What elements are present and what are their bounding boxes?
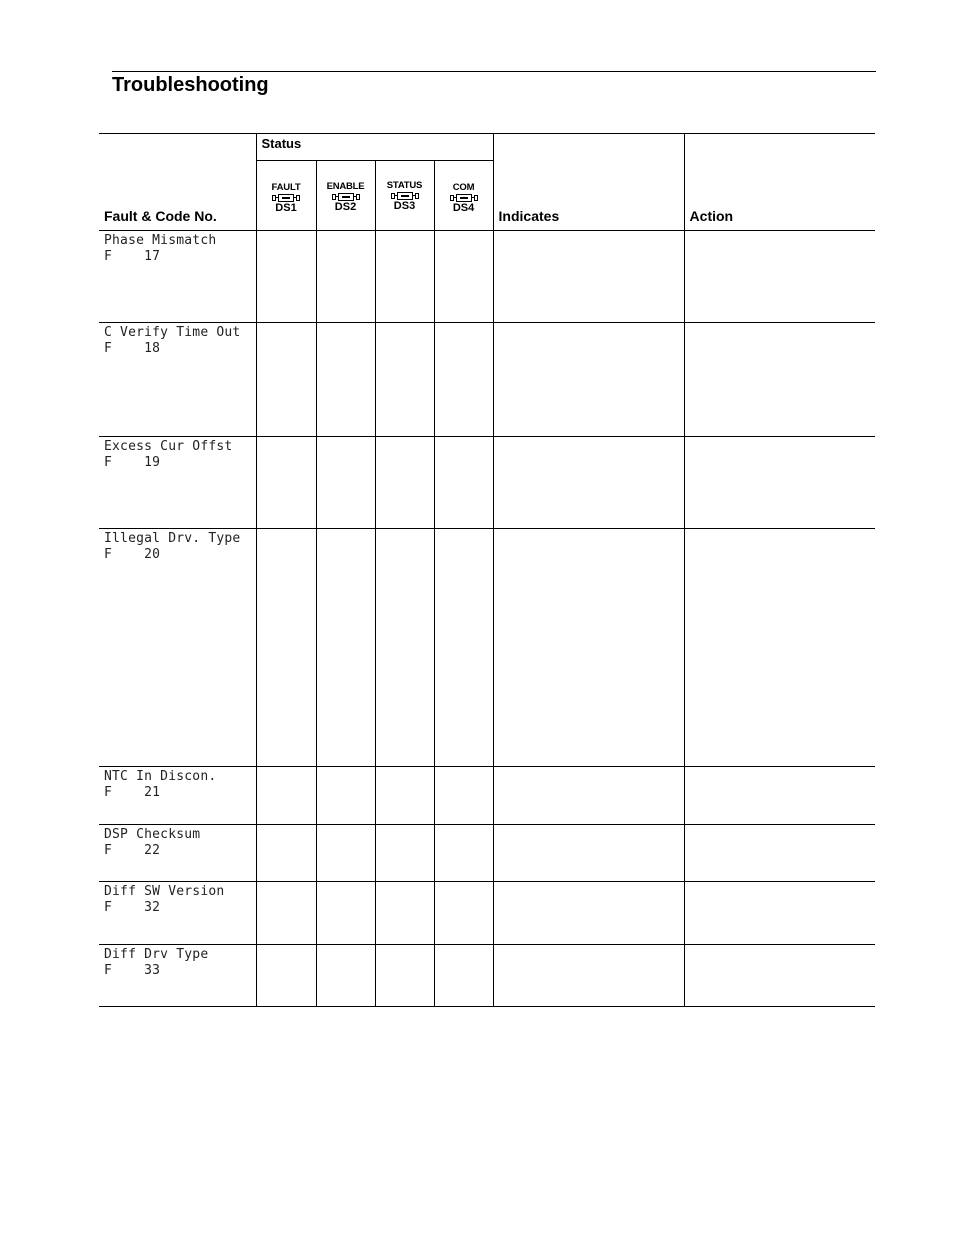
- action-cell: [684, 529, 875, 767]
- led-code: DS4: [452, 202, 475, 214]
- fault-cell: [99, 767, 256, 825]
- ds2-cell: [316, 767, 375, 825]
- led-code: DS2: [334, 201, 357, 213]
- led-label: STATUS: [386, 180, 423, 191]
- ds4-cell: [434, 882, 493, 945]
- ds2-cell: [316, 437, 375, 529]
- fault-name: DSP Checksum: [104, 827, 201, 842]
- ds2-cell: [316, 529, 375, 767]
- indicates-cell: [493, 882, 684, 945]
- fault-cell: [99, 231, 256, 323]
- table-row: [99, 323, 875, 437]
- led-label: ENABLE: [326, 181, 365, 192]
- led-icon: [272, 194, 300, 202]
- led-icon: [450, 194, 478, 202]
- fault-code: F 18: [104, 341, 161, 356]
- ds3-cell: [375, 825, 434, 882]
- fault-code: F 22: [104, 843, 161, 858]
- indicates-cell: [493, 825, 684, 882]
- ds1-cell: [256, 529, 316, 767]
- led-header-ds3: [375, 161, 434, 231]
- action-cell: [684, 882, 875, 945]
- led-icon: [332, 193, 360, 201]
- table-row: [99, 825, 875, 882]
- ds3-cell: [375, 945, 434, 1007]
- ds1-cell: [256, 231, 316, 323]
- fault-name: Illegal Drv. Type: [104, 531, 241, 546]
- ds4-cell: [434, 767, 493, 825]
- status-header: Status: [256, 134, 493, 161]
- action-cell: [684, 437, 875, 529]
- fault-code: F 17: [104, 249, 161, 264]
- table-row: [99, 529, 875, 767]
- fault-cell: [99, 825, 256, 882]
- ds3-cell: [375, 437, 434, 529]
- fault-name: NTC In Discon.: [104, 769, 217, 784]
- led-code: DS3: [393, 200, 416, 212]
- table-row: [99, 767, 875, 825]
- ds3-cell: [375, 529, 434, 767]
- action-cell: [684, 825, 875, 882]
- led-header-ds1: [256, 161, 316, 231]
- ds4-cell: [434, 437, 493, 529]
- ds3-cell: [375, 231, 434, 323]
- indicates-cell: [493, 323, 684, 437]
- table-row: [99, 231, 875, 323]
- fault-code: F 20: [104, 547, 161, 562]
- led-code: DS1: [275, 202, 297, 214]
- fault-name: C Verify Time Out: [104, 325, 241, 340]
- fault-name: Diff SW Version: [104, 884, 225, 899]
- action-cell: [684, 945, 875, 1007]
- ds4-cell: [434, 231, 493, 323]
- table-row: [99, 945, 875, 1007]
- ds1-cell: [256, 767, 316, 825]
- fault-code-header: Fault & Code No.: [99, 134, 256, 231]
- ds4-cell: [434, 825, 493, 882]
- ds1-cell: [256, 437, 316, 529]
- ds2-cell: [316, 323, 375, 437]
- troubleshooting-table: [99, 133, 875, 1007]
- led-header-ds2: [316, 161, 375, 231]
- led-header-ds4: [434, 161, 493, 231]
- fault-name: Phase Mismatch: [104, 233, 217, 248]
- led-label: COM: [452, 182, 475, 193]
- ds4-cell: [434, 945, 493, 1007]
- top-rule: [112, 71, 876, 72]
- fault-cell: [99, 437, 256, 529]
- fault-cell: [99, 882, 256, 945]
- table-row: [99, 882, 875, 945]
- fault-code: F 21: [104, 785, 161, 800]
- action-cell: [684, 231, 875, 323]
- action-cell: [684, 323, 875, 437]
- ds2-cell: [316, 231, 375, 323]
- ds3-cell: [375, 767, 434, 825]
- led-icon: [391, 192, 419, 200]
- table-row: [99, 437, 875, 529]
- ds1-cell: [256, 825, 316, 882]
- fault-cell: [99, 945, 256, 1007]
- fault-code: F 33: [104, 963, 161, 978]
- page-title: Troubleshooting: [112, 74, 269, 96]
- fault-name: Diff Drv Type: [104, 947, 209, 962]
- ds3-cell: [375, 882, 434, 945]
- ds2-cell: [316, 945, 375, 1007]
- action-header: Action: [684, 134, 875, 231]
- led-label: FAULT: [271, 182, 301, 193]
- fault-name: Excess Cur Offst: [104, 439, 233, 454]
- indicates-cell: [493, 945, 684, 1007]
- ds2-cell: [316, 825, 375, 882]
- indicates-header: Indicates: [493, 134, 684, 231]
- action-cell: [684, 767, 875, 825]
- ds1-cell: [256, 882, 316, 945]
- ds1-cell: [256, 945, 316, 1007]
- fault-code: F 19: [104, 455, 161, 470]
- ds4-cell: [434, 323, 493, 437]
- indicates-cell: [493, 767, 684, 825]
- ds1-cell: [256, 323, 316, 437]
- ds3-cell: [375, 323, 434, 437]
- indicates-cell: [493, 231, 684, 323]
- fault-cell: [99, 323, 256, 437]
- ds2-cell: [316, 882, 375, 945]
- fault-code: F 32: [104, 900, 161, 915]
- indicates-cell: [493, 529, 684, 767]
- indicates-cell: [493, 437, 684, 529]
- ds4-cell: [434, 529, 493, 767]
- fault-cell: [99, 529, 256, 767]
